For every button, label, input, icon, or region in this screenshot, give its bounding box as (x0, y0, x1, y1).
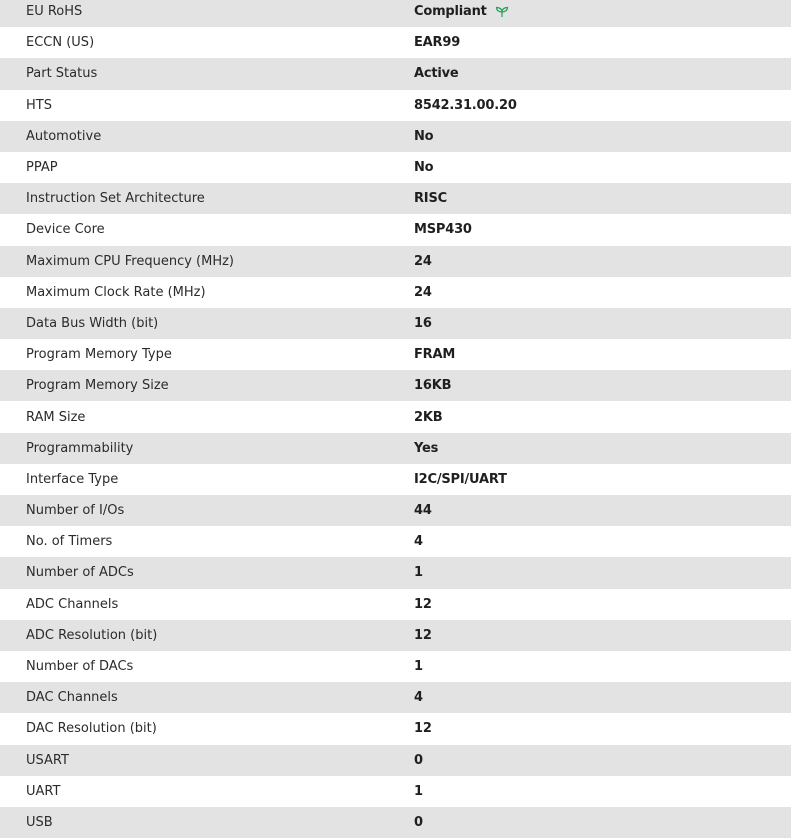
spec-value: 1 (414, 565, 423, 581)
spec-row-dac-resolution (0, 713, 791, 744)
spec-row-adc-resolution (0, 620, 791, 651)
spec-label: ADC Channels (26, 596, 119, 612)
spec-row-program-memory-type (0, 339, 791, 370)
spec-label: Data Bus Width (bit) (26, 315, 159, 331)
spec-row-uart (0, 776, 791, 807)
spec-label: UART (26, 783, 61, 799)
spec-row-part-status (0, 58, 791, 89)
spec-value-wrapper (388, 4, 509, 19)
spec-label: ECCN (US) (26, 35, 95, 51)
spec-row-dac-channels (0, 682, 791, 713)
spec-value: 2KB (414, 409, 443, 425)
spec-value: 24 (414, 253, 432, 269)
spec-value: 12 (414, 721, 432, 737)
spec-label: Part Status (26, 66, 98, 82)
spec-label: Program Memory Type (26, 347, 172, 363)
spec-value: 1 (414, 659, 423, 675)
spec-row-eccn (0, 27, 791, 58)
spec-label: USART (26, 752, 69, 768)
spec-row-ppap (0, 152, 791, 183)
spec-label: EU RoHS (26, 4, 83, 20)
spec-value: MSP430 (414, 222, 472, 238)
spec-row-adc-channels (0, 589, 791, 620)
spec-label: DAC Channels (26, 690, 118, 706)
spec-row-instruction-set (0, 183, 791, 214)
spec-value: Active (414, 66, 459, 82)
spec-value: 16 (414, 315, 432, 331)
spec-label: No. of Timers (26, 534, 113, 550)
spec-label: Number of ADCs (26, 565, 134, 581)
spec-label: PPAP (26, 160, 58, 176)
spec-row-max-cpu-frequency (0, 246, 791, 277)
spec-value: 4 (414, 690, 423, 706)
spec-row-number-of-ios (0, 495, 791, 526)
spec-label: RAM Size (26, 409, 86, 425)
spec-row-number-of-dacs (0, 651, 791, 682)
spec-label: HTS (26, 97, 52, 113)
spec-value: 4 (414, 534, 423, 550)
spec-label: Number of I/Os (26, 503, 125, 519)
spec-value: No (414, 128, 434, 144)
spec-label: Automotive (26, 128, 102, 144)
spec-row-data-bus-width (0, 308, 791, 339)
spec-value: Yes (414, 440, 439, 456)
spec-value: RISC (414, 191, 447, 207)
spec-row-device-core (0, 214, 791, 245)
spec-row-hts (0, 90, 791, 121)
spec-label: Maximum CPU Frequency (MHz) (26, 253, 234, 269)
spec-label: ADC Resolution (bit) (26, 627, 158, 643)
spec-row-eu-rohs (0, 0, 791, 27)
spec-value: EAR99 (414, 35, 461, 51)
spec-label: Programmability (26, 440, 134, 456)
spec-row-number-of-adcs (0, 557, 791, 588)
spec-label: DAC Resolution (bit) (26, 721, 157, 737)
spec-label: Number of DACs (26, 659, 134, 675)
spec-value: 12 (414, 596, 432, 612)
spec-row-ram-size (0, 401, 791, 432)
spec-row-program-memory-size (0, 370, 791, 401)
spec-label: Maximum Clock Rate (MHz) (26, 284, 206, 300)
spec-value: 0 (414, 814, 423, 830)
spec-row-automotive (0, 121, 791, 152)
spec-label: USB (26, 814, 53, 830)
spec-value: 8542.31.00.20 (414, 97, 517, 113)
spec-label: Interface Type (26, 471, 119, 487)
spec-row-usb (0, 807, 791, 838)
spec-row-number-of-timers (0, 526, 791, 557)
spec-value: 0 (414, 752, 423, 768)
spec-value: 1 (414, 783, 423, 799)
spec-row-interface-type (0, 464, 791, 495)
spec-value: I2C/SPI/UART (414, 471, 507, 487)
spec-value: FRAM (414, 347, 456, 363)
spec-value: Compliant (414, 4, 487, 20)
leaf-icon (495, 6, 509, 18)
spec-value: 16KB (414, 378, 452, 394)
spec-row-programmability (0, 433, 791, 464)
spec-value: No (414, 160, 434, 176)
spec-value: 44 (414, 503, 432, 519)
spec-row-max-clock-rate (0, 277, 791, 308)
spec-row-usart (0, 745, 791, 776)
spec-label: Program Memory Size (26, 378, 169, 394)
spec-value: 12 (414, 627, 432, 643)
spec-value: 24 (414, 284, 432, 300)
spec-label: Instruction Set Architecture (26, 191, 205, 207)
spec-label: Device Core (26, 222, 105, 238)
